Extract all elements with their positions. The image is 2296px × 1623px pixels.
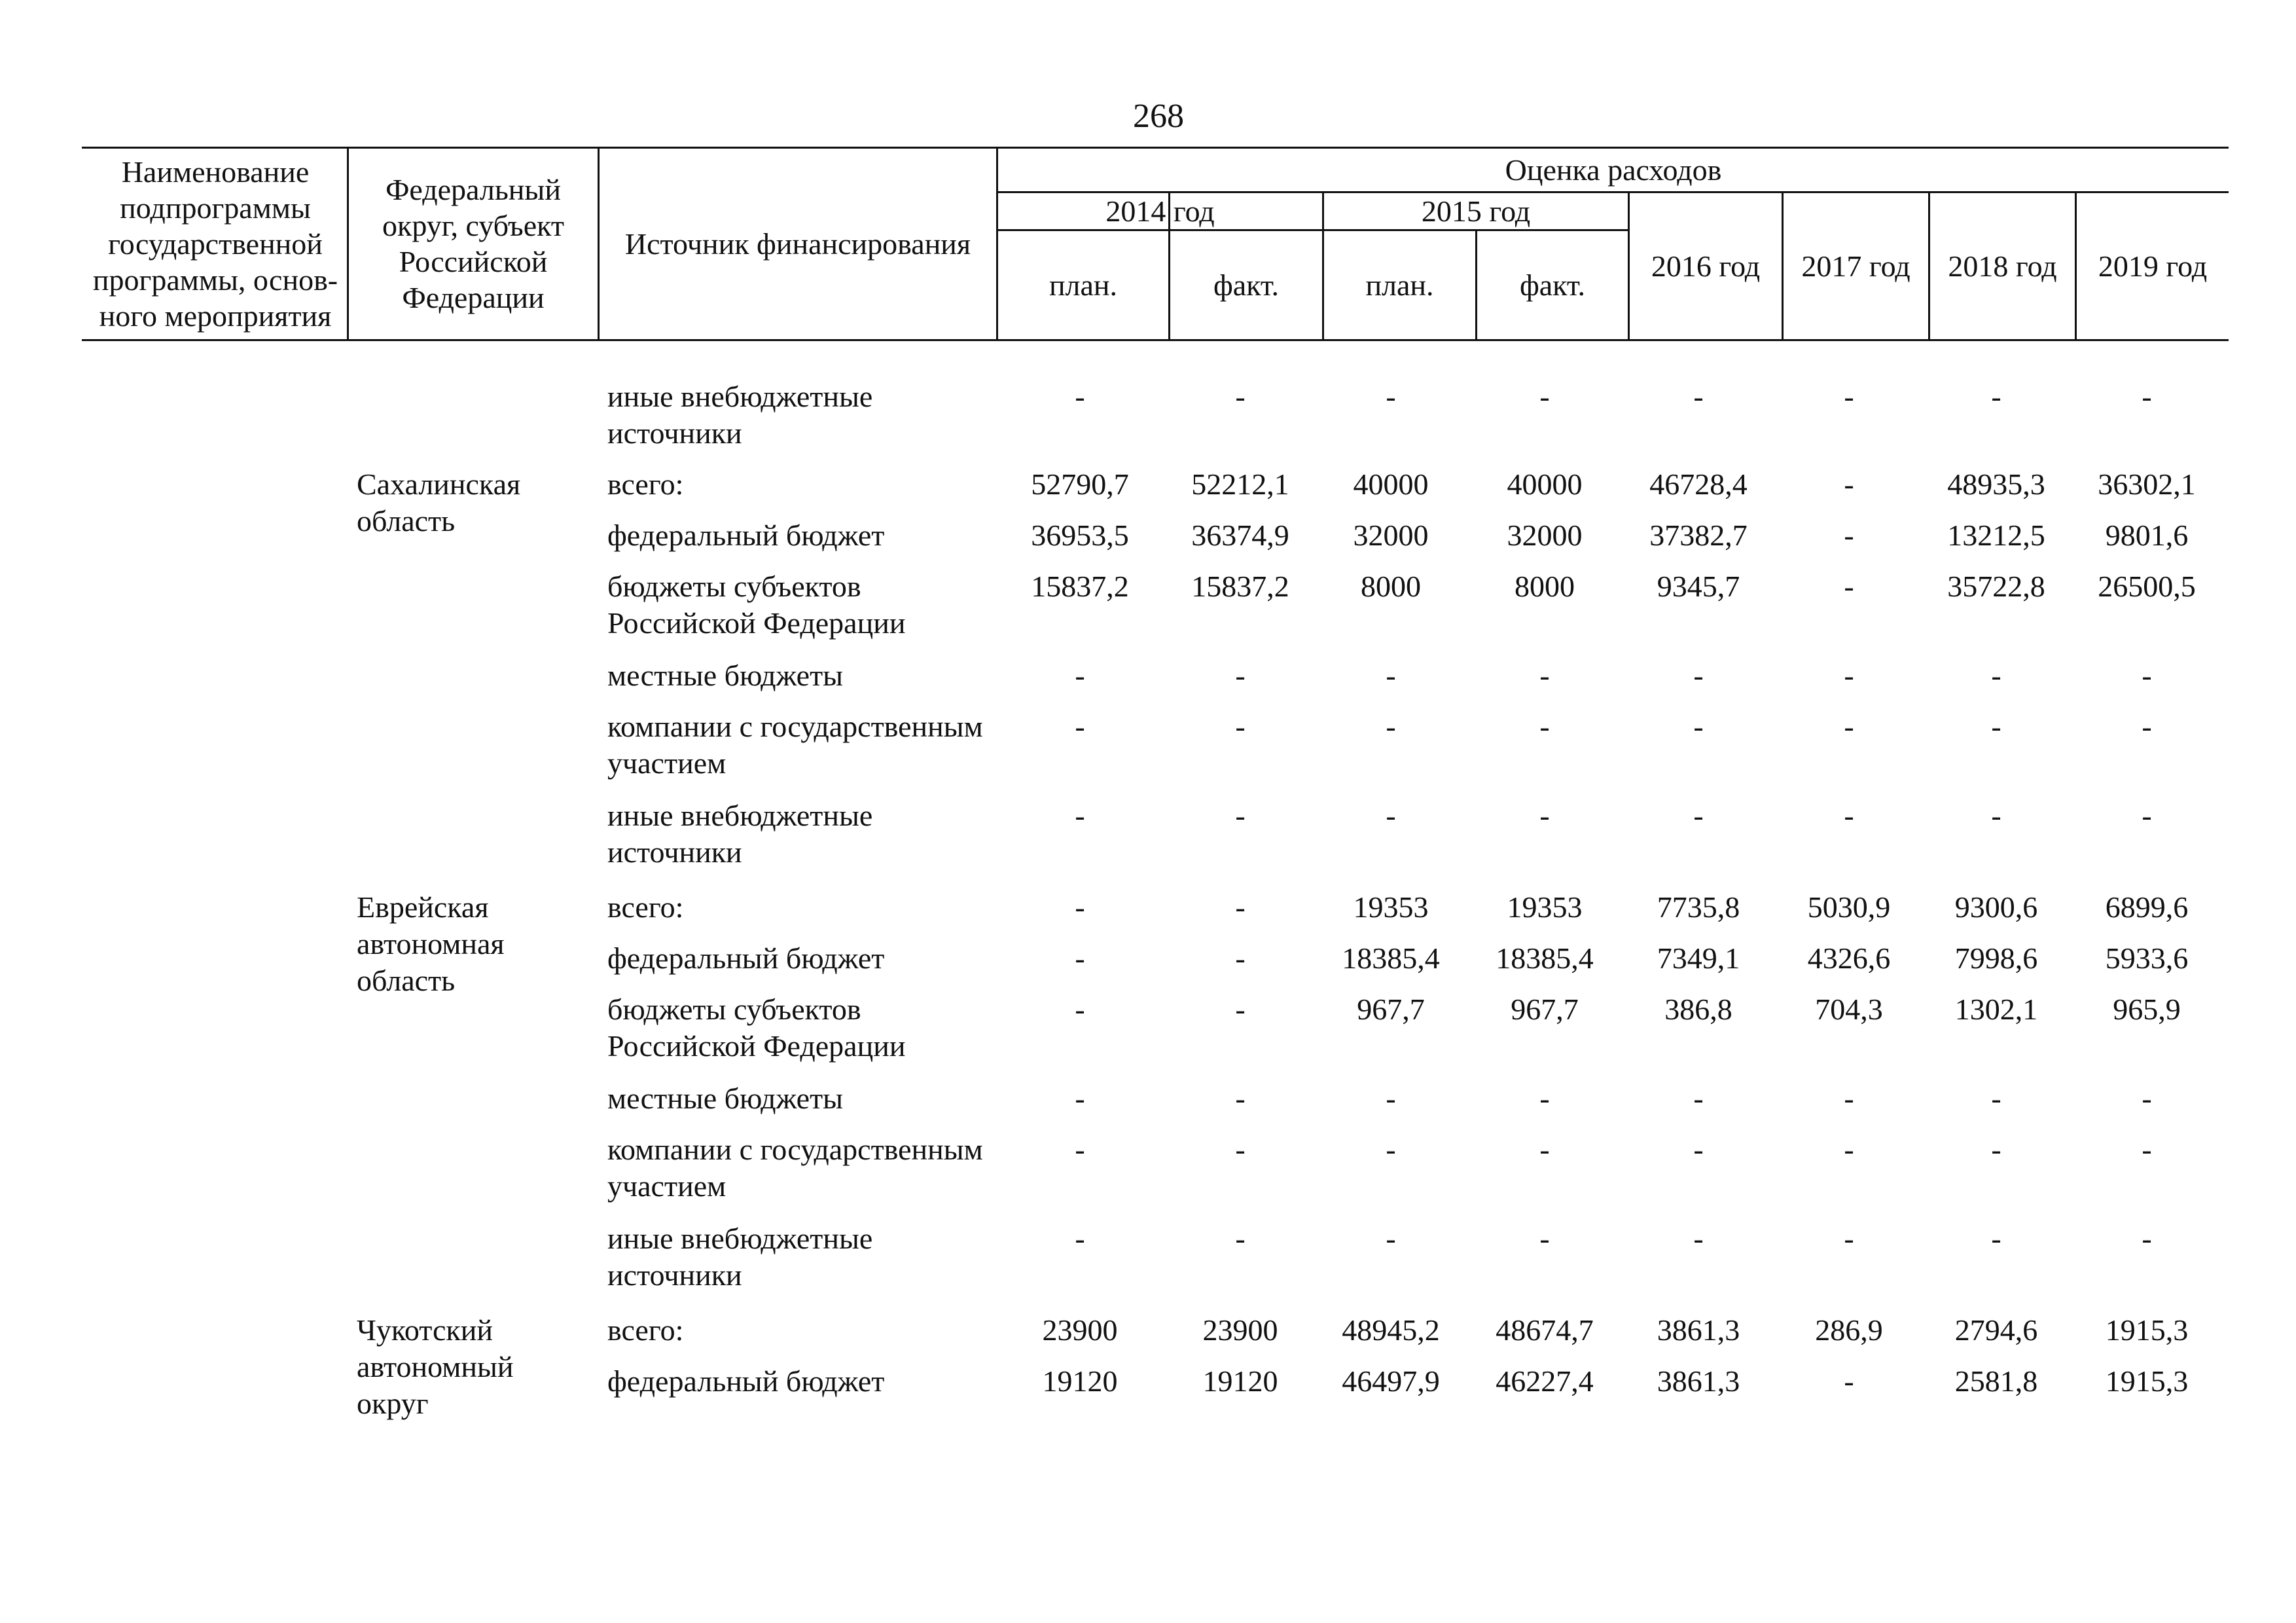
funding-source: иные внебюджетные источники [607,1222,873,1292]
table-row [0,991,2296,1065]
funding-source: иные внебюджетные источники [607,380,873,450]
value-cell: 8000 [1361,570,1421,603]
value-cell: - [1991,799,2001,832]
value-cell: 9300,6 [1954,890,2038,924]
value-cell: - [1386,1082,1396,1115]
region-name: Сахалинская область [357,467,521,538]
value-cell: - [1991,659,2001,692]
value-cell: 2581,8 [1954,1364,2038,1398]
value-cell: 32000 [1353,519,1429,552]
value-cell: - [1235,941,1246,975]
value-cell: - [1075,941,1085,975]
value-cell: - [1844,659,1854,692]
value-cell: 40000 [1353,467,1429,501]
value-cell: 9801,6 [2105,519,2189,552]
value-cell: - [1844,380,1854,413]
value-cell: - [1075,1222,1085,1255]
value-cell: - [1386,659,1396,692]
value-cell: - [1539,1082,1550,1115]
value-cell: 26500,5 [2098,570,2196,603]
value-cell: - [1235,710,1246,743]
region-name: Чукотский автономный округ [357,1313,514,1420]
table-row [0,568,2296,642]
value-cell: 7998,6 [1954,941,2038,975]
value-cell: - [1235,659,1246,692]
header-region-column: Федеральный округ, субъект Российской Федерации [382,173,564,314]
funding-source: местные бюджеты [607,1082,844,1115]
value-cell: - [1386,380,1396,413]
header-2015-plan: план. [1365,268,1434,302]
value-cell: 965,9 [2113,993,2181,1026]
value-cell: 2794,6 [1954,1313,2038,1347]
header-bottom-rule [82,339,2229,341]
value-cell: - [1235,1133,1246,1166]
value-cell: - [2142,1133,2152,1166]
value-cell: - [1235,890,1246,924]
value-cell: - [1235,1082,1246,1115]
value-cell: 18385,4 [1342,941,1440,975]
value-cell: 4326,6 [1807,941,1891,975]
value-cell: - [1075,1133,1085,1166]
value-cell: - [2142,659,2152,692]
value-cell: 46497,9 [1342,1364,1440,1398]
value-cell: 13212,5 [1947,519,2045,552]
value-cell: - [1991,380,2001,413]
value-cell: 36302,1 [2098,467,2196,501]
value-cell: - [1844,467,1854,501]
value-cell: - [1539,710,1550,743]
header-2014: 2014 год [1105,194,1215,228]
value-cell: 15837,2 [1191,570,1289,603]
value-cell: - [1235,799,1246,832]
value-cell: - [1693,710,1704,743]
value-cell: 5030,9 [1807,890,1891,924]
value-cell: 1302,1 [1954,993,2038,1026]
value-cell: - [2142,710,2152,743]
value-cell: 5933,6 [2105,941,2189,975]
funding-source: всего: [607,890,684,924]
value-cell: 52212,1 [1191,467,1289,501]
value-cell: - [1075,993,1085,1026]
table-row [0,797,2296,871]
value-cell: - [1075,710,1085,743]
value-cell: 15837,2 [1031,570,1129,603]
value-cell: 48945,2 [1342,1313,1440,1347]
value-cell: - [1075,890,1085,924]
table-row [0,1220,2296,1294]
funding-source: федеральный бюджет [607,1364,885,1398]
value-cell: - [1539,380,1550,413]
value-cell: 35722,8 [1947,570,2045,603]
value-cell: - [1075,799,1085,832]
table-row [0,378,2296,452]
value-cell: 52790,7 [1031,467,1129,501]
value-cell: 1915,3 [2105,1364,2189,1398]
header-2014-plan: план. [1049,268,1118,302]
value-cell: 48674,7 [1496,1313,1594,1347]
value-cell: - [1693,1082,1704,1115]
value-cell: 36953,5 [1031,519,1129,552]
value-cell: - [1075,380,1085,413]
value-cell: - [1386,1133,1396,1166]
value-cell: 19353 [1353,890,1429,924]
value-cell: 386,8 [1664,993,1732,1026]
value-cell: - [1235,993,1246,1026]
header-expenses: Оценка расходов [1505,153,1722,187]
table-row [0,708,2296,782]
funding-source: федеральный бюджет [607,519,885,552]
value-cell: - [1386,1222,1396,1255]
value-cell: 3861,3 [1657,1364,1740,1398]
value-cell: - [1844,1364,1854,1398]
page-number: 268 [1133,98,1184,135]
value-cell: - [1991,1082,2001,1115]
value-cell: - [1235,380,1246,413]
value-cell: 37382,7 [1649,519,1748,552]
header-source-column: Источник финансирования [624,227,971,261]
header-2014-fact: факт. [1213,268,1280,302]
value-cell: 1915,3 [2105,1313,2189,1347]
value-cell: 3861,3 [1657,1313,1740,1347]
value-cell: 286,9 [1815,1313,1883,1347]
value-cell: - [1386,710,1396,743]
value-cell: 19353 [1507,890,1583,924]
value-cell: 967,7 [1511,993,1579,1026]
value-cell: - [1539,659,1550,692]
value-cell: - [1991,1222,2001,1255]
value-cell: - [1844,1082,1854,1115]
value-cell: 36374,9 [1191,519,1289,552]
table-row [0,1363,2296,1436]
value-cell: - [1539,799,1550,832]
value-cell: - [1844,570,1854,603]
value-cell: - [1539,1222,1550,1255]
funding-source: иные внебюджетные источники [607,799,873,869]
value-cell: 19120 [1042,1364,1118,1398]
value-cell: - [1844,519,1854,552]
value-cell: - [1693,799,1704,832]
value-cell: 23900 [1042,1313,1118,1347]
value-cell: 8000 [1515,570,1575,603]
funding-source: федеральный бюджет [607,941,885,975]
value-cell: - [2142,1222,2152,1255]
funding-source: компании с государственным участием [607,710,983,780]
value-cell: 19120 [1202,1364,1278,1398]
header-2015-fact: факт. [1519,268,1586,302]
value-cell: 967,7 [1357,993,1425,1026]
funding-source: бюджеты субъектов Российской Федерации [607,570,906,640]
value-cell: 32000 [1507,519,1583,552]
header-2019: 2019 год [2098,249,2208,283]
value-cell: 48935,3 [1947,467,2045,501]
header-2017: 2017 год [1801,249,1910,283]
funding-source: местные бюджеты [607,659,844,692]
value-cell: - [2142,380,2152,413]
value-cell: 46227,4 [1496,1364,1594,1398]
header-2015: 2015 год [1421,194,1531,228]
value-cell: - [1075,659,1085,692]
value-cell: 46728,4 [1649,467,1748,501]
value-cell: - [1693,380,1704,413]
header-name-column: Наименование подпрограммы государственной программы, основ-ного мероприятия [92,155,338,333]
value-cell: 23900 [1202,1313,1278,1347]
funding-source: бюджеты субъектов Российской Федерации [607,993,906,1063]
value-cell: 7349,1 [1657,941,1740,975]
funding-source: компании с государственным участием [607,1133,983,1203]
value-cell: - [1075,1082,1085,1115]
value-cell: - [1539,1133,1550,1166]
header-2016: 2016 год [1651,249,1761,283]
region-name: Еврейская автономная область [357,890,505,997]
value-cell: - [1991,710,2001,743]
value-cell: 40000 [1507,467,1583,501]
value-cell: - [1693,1133,1704,1166]
value-cell: - [1844,799,1854,832]
value-cell: 704,3 [1815,993,1883,1026]
value-cell: - [1693,659,1704,692]
value-cell: - [1991,1133,2001,1166]
value-cell: - [1693,1222,1704,1255]
value-cell: - [1235,1222,1246,1255]
funding-source: всего: [607,467,684,501]
value-cell: - [1844,1133,1854,1166]
funding-source: всего: [607,1313,684,1347]
header-2018: 2018 год [1948,249,2057,283]
value-cell: - [1844,1222,1854,1255]
value-cell: 9345,7 [1657,570,1740,603]
value-cell: - [1386,799,1396,832]
value-cell: 18385,4 [1496,941,1594,975]
value-cell: 6899,6 [2105,890,2189,924]
value-cell: - [2142,1082,2152,1115]
table-row [0,1131,2296,1205]
value-cell: - [1844,710,1854,743]
value-cell: - [2142,799,2152,832]
value-cell: 7735,8 [1657,890,1740,924]
